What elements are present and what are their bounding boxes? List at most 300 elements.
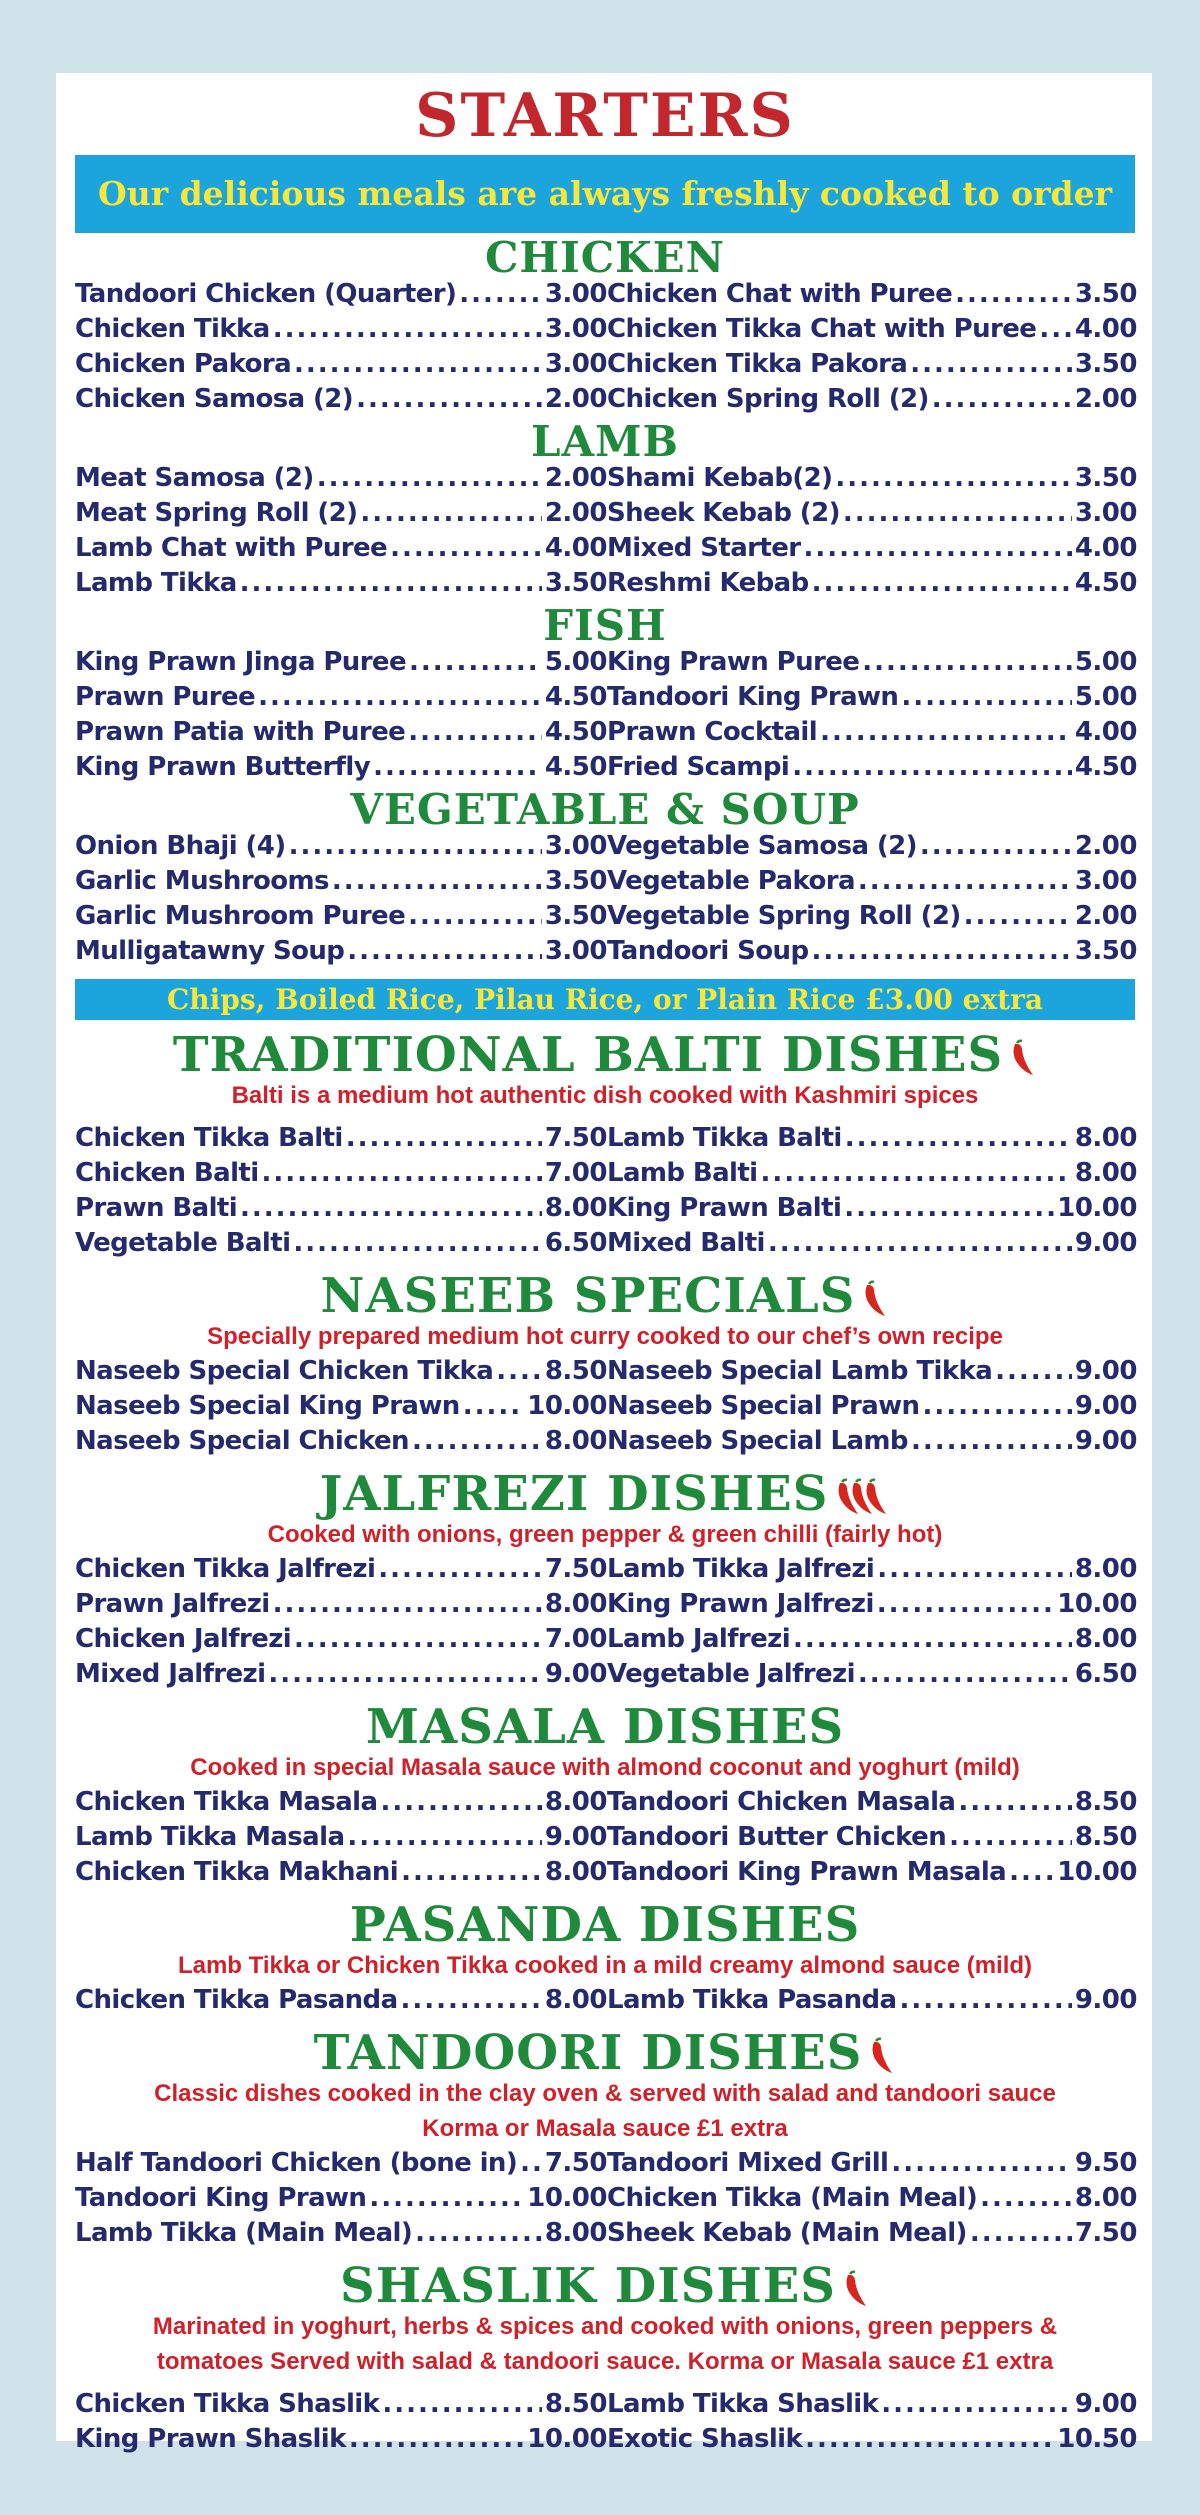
- section-title-text: MASALA DISHES: [365, 1699, 845, 1755]
- menu-item: [75, 496, 607, 531]
- dot-leader: [459, 277, 542, 312]
- menu-item: [607, 1121, 1137, 1156]
- item-price: 3.50: [544, 901, 607, 931]
- item-price: 4.50: [544, 752, 607, 782]
- item-price: 3.00: [544, 279, 607, 309]
- dot-leader: [995, 1354, 1072, 1389]
- item-price: 9.00: [544, 1659, 607, 1689]
- right-column: [607, 2146, 1137, 2251]
- dish-group: [75, 2257, 1135, 2457]
- dot-leader: [970, 2216, 1072, 2251]
- menu-item: [75, 899, 607, 934]
- item-price: 10.00: [1057, 1589, 1137, 1619]
- menu-item: [75, 680, 607, 715]
- menu-item: [607, 1785, 1137, 1820]
- left-column: [75, 277, 607, 417]
- item-grid: [75, 829, 1135, 969]
- item-price: 2.00: [1074, 901, 1137, 931]
- dot-leader: [356, 382, 542, 417]
- item-name: Mulligatawny Soup: [75, 936, 345, 966]
- dot-leader: [901, 680, 1071, 715]
- left-column: [75, 2387, 607, 2457]
- dot-leader: [412, 1424, 542, 1459]
- menu-item: [607, 1983, 1137, 2018]
- item-name: Lamb Tikka (Main Meal): [75, 2218, 413, 2248]
- item-price: 8.00: [544, 1985, 607, 2015]
- item-price: 2.00: [544, 498, 607, 528]
- dot-leader: [922, 1389, 1071, 1424]
- menu-item: [607, 2216, 1137, 2251]
- item-name: Lamb Tikka Pasanda: [607, 1985, 897, 2015]
- dot-leader: [268, 1657, 541, 1692]
- section-title-text: SHASLIK DISHES: [340, 2258, 836, 2314]
- right-column: [607, 1121, 1137, 1261]
- item-grid: [75, 2387, 1135, 2457]
- item-name: Naseeb Special Lamb Tikka: [607, 1356, 993, 1386]
- item-price: 4.00: [1074, 314, 1137, 344]
- item-name: King Prawn Jinga Puree: [75, 647, 406, 677]
- dot-leader: [1009, 1855, 1054, 1890]
- item-price: 8.00: [1074, 1158, 1137, 1188]
- section-subtitle: Korma or Masala sauce £1 extra: [422, 2115, 788, 2142]
- menu-item: [75, 1657, 607, 1692]
- menu-item: [607, 2146, 1137, 2181]
- dot-leader: [792, 750, 1072, 785]
- menu-item: [75, 277, 607, 312]
- dot-leader: [332, 864, 542, 899]
- menu-item: [607, 1226, 1137, 1261]
- item-grid: [75, 645, 1135, 785]
- menu-item: [607, 680, 1137, 715]
- item-name: Vegetable Spring Roll (2): [607, 901, 961, 931]
- dot-leader: [401, 1983, 542, 2018]
- dot-leader: [843, 496, 1072, 531]
- item-price: 9.00: [1074, 1391, 1137, 1421]
- dot-leader: [240, 566, 542, 601]
- item-name: Lamb Tikka Masala: [75, 1822, 345, 1852]
- dot-leader: [347, 1820, 541, 1855]
- dot-leader: [932, 382, 1072, 417]
- menu-item: [75, 347, 607, 382]
- menu-item: [607, 645, 1137, 680]
- item-price: 10.00: [527, 2424, 607, 2454]
- menu-item: [75, 2387, 607, 2422]
- item-name: Mixed Starter: [607, 533, 801, 563]
- item-price: 7.00: [544, 1158, 607, 1188]
- dot-leader: [949, 1820, 1072, 1855]
- left-column: [75, 2146, 607, 2251]
- menu-page: [56, 73, 1152, 2454]
- menu-item: [75, 1785, 607, 1820]
- item-price: 8.00: [544, 1426, 607, 1456]
- item-price: 7.00: [544, 1624, 607, 1654]
- section-subtitle: Lamb Tikka or Chicken Tikka cooked in a mild creamy almond sauce (mild): [177, 1952, 1033, 1979]
- dot-leader: [349, 2422, 524, 2457]
- item-price: 8.50: [1074, 1822, 1137, 1852]
- item-name: Prawn Jalfrezi: [75, 1589, 270, 1619]
- item-price: 8.00: [1074, 2183, 1137, 2213]
- section-title: [75, 2257, 1135, 2314]
- item-price: 9.00: [1074, 1426, 1137, 1456]
- dot-leader: [768, 1226, 1072, 1261]
- item-price: 2.00: [1074, 831, 1137, 861]
- item-name: Lamb Balti: [607, 1158, 758, 1188]
- menu-item: [607, 899, 1137, 934]
- dot-leader: [835, 461, 1071, 496]
- dot-leader: [289, 829, 542, 864]
- spacer: [75, 2379, 1135, 2387]
- chilli-icon: [868, 2037, 896, 2077]
- item-name: Onion Bhaji (4): [75, 831, 286, 861]
- item-name: Tandoori Chicken (Quarter): [75, 279, 457, 309]
- right-column: [607, 1983, 1137, 2018]
- item-grid: [75, 1354, 1135, 1459]
- item-grid: [75, 277, 1135, 417]
- item-name: Reshmi Kebab: [607, 568, 809, 598]
- item-name: Chicken Tikka Chat with Puree: [607, 314, 1037, 344]
- dot-leader: [380, 1785, 541, 1820]
- item-price: 3.00: [544, 349, 607, 379]
- dot-leader: [858, 1657, 1072, 1692]
- item-price: 10.00: [1057, 1857, 1137, 1887]
- item-name: Prawn Balti: [75, 1193, 238, 1223]
- left-column: [75, 1354, 607, 1459]
- item-name: Chicken Chat with Puree: [607, 279, 953, 309]
- dishes-section: [75, 1026, 1135, 2457]
- item-price: 8.50: [544, 2389, 607, 2419]
- item-name: Lamb Tikka: [75, 568, 237, 598]
- dot-leader: [858, 864, 1072, 899]
- section-title-text: JALFREZI DISHES: [319, 1466, 829, 1522]
- extras-banner: Chips, Boiled Rice, Pilau Rice, or Plain Rice £3.00 extra: [75, 979, 1135, 1020]
- item-name: Chicken Tikka Pakora: [607, 349, 908, 379]
- item-price: 10.00: [527, 2183, 607, 2213]
- dot-leader: [964, 899, 1072, 934]
- menu-item: [75, 2216, 607, 2251]
- dot-leader: [803, 531, 1071, 566]
- menu-item: [75, 750, 607, 785]
- item-name: Garlic Mushrooms: [75, 866, 329, 896]
- item-price: 4.50: [1074, 752, 1137, 782]
- item-price: 4.50: [544, 682, 607, 712]
- dot-leader: [877, 1587, 1054, 1622]
- dot-leader: [401, 1855, 542, 1890]
- item-name: Fried Scampi: [607, 752, 790, 782]
- item-price: 10.00: [1057, 1193, 1137, 1223]
- menu-item: [607, 1587, 1137, 1622]
- item-name: Chicken Tikka Balti: [75, 1123, 343, 1153]
- section-subtitle: Marinated in yoghurt, herbs & spices and cooked with onions, green peppers &: [152, 2313, 1058, 2340]
- dot-leader: [294, 1622, 542, 1657]
- dot-leader: [273, 312, 542, 347]
- item-price: 3.50: [1074, 349, 1137, 379]
- item-name: King Prawn Jalfrezi: [607, 1589, 874, 1619]
- section-title: [75, 1026, 1135, 1083]
- menu-item: [607, 566, 1137, 601]
- item-name: Sheek Kebab (Main Meal): [607, 2218, 967, 2248]
- item-price: 3.50: [544, 866, 607, 896]
- menu-item: [607, 1855, 1137, 1890]
- item-name: Lamb Tikka Jalfrezi: [607, 1554, 875, 1584]
- item-name: Tandoori King Prawn: [75, 2183, 367, 2213]
- dot-leader: [408, 715, 542, 750]
- item-name: Half Tandoori Chicken (bone in): [75, 2148, 518, 2178]
- dot-leader: [262, 1156, 542, 1191]
- dot-leader: [258, 680, 542, 715]
- item-price: 10.50: [1057, 2424, 1137, 2454]
- item-name: King Prawn Shaslik: [75, 2424, 346, 2454]
- fresh-banner: Our delicious meals are always freshly cooked to order: [75, 155, 1135, 233]
- item-name: Chicken Tikka Jalfrezi: [75, 1554, 376, 1584]
- item-name: Exotic Shaslik: [607, 2424, 803, 2454]
- dot-leader: [811, 934, 1071, 969]
- chilli-icon: [834, 1478, 890, 1518]
- item-price: 4.00: [544, 533, 607, 563]
- item-grid: [75, 1785, 1135, 1890]
- item-price: 4.50: [544, 717, 607, 747]
- section-title-text: FISH: [543, 601, 667, 650]
- menu-item: [607, 496, 1137, 531]
- menu-item: [607, 2181, 1137, 2216]
- menu-item: [75, 715, 607, 750]
- dot-leader: [360, 496, 541, 531]
- dot-leader: [463, 1389, 525, 1424]
- starters-section: [75, 233, 1135, 969]
- section-subtitle: tomatoes Served with salad & tandoori sauce. Korma or Masala sauce £1 extra: [156, 2348, 1054, 2375]
- dot-leader: [958, 1785, 1071, 1820]
- menu-item: [607, 1424, 1137, 1459]
- menu-item: [607, 1552, 1137, 1587]
- section-title: [75, 1896, 1135, 1953]
- dot-leader: [760, 1156, 1071, 1191]
- item-name: Chicken Tikka: [75, 314, 270, 344]
- item-name: Naseeb Special Chicken Tikka: [75, 1356, 494, 1386]
- right-column: [607, 645, 1137, 785]
- dot-leader: [955, 277, 1072, 312]
- chilli-icon: [1009, 1039, 1037, 1079]
- dot-leader: [1039, 312, 1072, 347]
- item-name: Vegetable Pakora: [607, 866, 855, 896]
- section-title-text: LAMB: [530, 417, 680, 466]
- menu-item: [607, 1657, 1137, 1692]
- item-price: 4.00: [1074, 533, 1137, 563]
- item-grid: [75, 461, 1135, 601]
- menu-item: [607, 531, 1137, 566]
- right-column: [607, 829, 1137, 969]
- item-name: Chicken Tikka Makhani: [75, 1857, 399, 1887]
- right-column: [607, 2387, 1137, 2457]
- dot-leader: [369, 2181, 524, 2216]
- item-name: Chicken Tikka Masala: [75, 1787, 378, 1817]
- item-price: 3.50: [1074, 463, 1137, 493]
- starter-group: [75, 417, 1135, 601]
- menu-item: [607, 2422, 1137, 2457]
- item-price: 6.50: [544, 1228, 607, 1258]
- item-price: 8.00: [1074, 1554, 1137, 1584]
- section-title: [75, 1267, 1135, 1324]
- item-name: Chicken Jalfrezi: [75, 1624, 292, 1654]
- right-column: [607, 1552, 1137, 1692]
- item-price: 2.00: [1074, 384, 1137, 414]
- item-price: 8.00: [544, 1787, 607, 1817]
- dot-leader: [920, 829, 1072, 864]
- dish-group: [75, 1267, 1135, 1459]
- dot-leader: [378, 1552, 542, 1587]
- menu-item: [607, 1820, 1137, 1855]
- dot-leader: [862, 645, 1072, 680]
- item-name: King Prawn Balti: [607, 1193, 842, 1223]
- dot-leader: [844, 1191, 1054, 1226]
- item-price: 3.00: [544, 831, 607, 861]
- item-price: 8.00: [544, 2218, 607, 2248]
- item-name: Lamb Tikka Balti: [607, 1123, 842, 1153]
- dot-leader: [293, 1226, 541, 1261]
- item-grid: [75, 1552, 1135, 1692]
- menu-item: [75, 1121, 607, 1156]
- spacer: [75, 1113, 1135, 1121]
- item-price: 7.50: [544, 1123, 607, 1153]
- dot-leader: [812, 566, 1072, 601]
- item-name: King Prawn Puree: [607, 647, 860, 677]
- section-subtitle: Cooked in special Masala sauce with almond coconut and yoghurt (mild): [190, 1754, 1020, 1781]
- menu-item: [607, 461, 1137, 496]
- section-title-text: VEGETABLE & SOUP: [350, 785, 860, 834]
- menu-item: [607, 382, 1137, 417]
- item-price: 9.00: [1074, 1228, 1137, 1258]
- menu-item: [607, 864, 1137, 899]
- dot-leader: [845, 1121, 1072, 1156]
- item-name: Garlic Mushroom Puree: [75, 901, 406, 931]
- menu-item: [75, 1552, 607, 1587]
- menu-item: [75, 1191, 607, 1226]
- dot-leader: [520, 2146, 542, 2181]
- item-price: 7.50: [544, 1554, 607, 1584]
- item-price: 2.00: [544, 463, 607, 493]
- item-price: 4.00: [1074, 717, 1137, 747]
- item-name: Tandoori Chicken Masala: [607, 1787, 956, 1817]
- dish-group: [75, 1698, 1135, 1890]
- dot-leader: [294, 347, 542, 382]
- dish-group: [75, 1026, 1135, 1261]
- section-title-text: PASANDA DISHES: [349, 1897, 861, 1953]
- item-grid: [75, 1983, 1135, 2018]
- section-title: [75, 417, 1135, 466]
- dot-leader: [496, 1354, 542, 1389]
- menu-item: [607, 2387, 1137, 2422]
- menu-item: [607, 1389, 1137, 1424]
- dish-group: [75, 1465, 1135, 1692]
- item-price: 3.50: [1074, 279, 1137, 309]
- chilli-icon: [842, 2270, 870, 2310]
- item-name: Chicken Tikka (Main Meal): [607, 2183, 978, 2213]
- item-price: 8.00: [544, 1193, 607, 1223]
- dot-leader: [382, 2387, 542, 2422]
- item-name: Mixed Balti: [607, 1228, 765, 1258]
- menu-item: [75, 531, 607, 566]
- item-name: Tandoori Butter Chicken: [607, 1822, 947, 1852]
- item-price: 3.00: [1074, 866, 1137, 896]
- menu-item: [607, 750, 1137, 785]
- item-name: Tandoori King Prawn: [607, 682, 899, 712]
- dot-leader: [273, 1587, 542, 1622]
- section-title-text: TRADITIONAL BALTI DISHES: [172, 1027, 1004, 1083]
- menu-item: [75, 1983, 607, 2018]
- section-title: [75, 233, 1135, 282]
- item-price: 6.50: [1074, 1659, 1137, 1689]
- item-price: 9.00: [1074, 2389, 1137, 2419]
- item-name: Chicken Tikka Shaslik: [75, 2389, 380, 2419]
- section-title: [75, 2024, 1135, 2081]
- menu-item: [75, 1820, 607, 1855]
- item-price: 5.00: [544, 647, 607, 677]
- menu-item: [75, 312, 607, 347]
- left-column: [75, 461, 607, 601]
- menu-item: [75, 1389, 607, 1424]
- dish-group: [75, 2024, 1135, 2251]
- menu-item: [607, 1622, 1137, 1657]
- menu-item: [607, 934, 1137, 969]
- menu-item: [75, 829, 607, 864]
- dot-leader: [240, 1191, 542, 1226]
- menu-item: [607, 1156, 1137, 1191]
- dot-leader: [317, 461, 542, 496]
- dot-leader: [347, 934, 542, 969]
- menu-item: [607, 715, 1137, 750]
- left-column: [75, 645, 607, 785]
- dish-group: [75, 1896, 1135, 2018]
- menu-item: [75, 864, 607, 899]
- starter-group: [75, 233, 1135, 417]
- menu-item: [75, 382, 607, 417]
- item-price: 3.50: [544, 568, 607, 598]
- menu-item: [75, 934, 607, 969]
- item-price: 8.50: [1074, 1787, 1137, 1817]
- item-price: 9.50: [1074, 2148, 1137, 2178]
- dot-leader: [390, 531, 542, 566]
- item-name: Chicken Tikka Pasanda: [75, 1985, 398, 2015]
- menu-item: [75, 2146, 607, 2181]
- menu-item: [75, 1855, 607, 1890]
- left-column: [75, 1983, 607, 2018]
- dot-leader: [805, 2422, 1054, 2457]
- section-title: [75, 1698, 1135, 1755]
- section-title: [75, 785, 1135, 834]
- dot-leader: [373, 750, 542, 785]
- right-column: [607, 1785, 1137, 1890]
- item-price: 7.50: [544, 2148, 607, 2178]
- dot-leader: [346, 1121, 542, 1156]
- item-name: Lamb Tikka Shaslik: [607, 2389, 879, 2419]
- left-column: [75, 1552, 607, 1692]
- menu-item: [75, 1226, 607, 1261]
- item-price: 8.50: [544, 1356, 607, 1386]
- menu-item: [75, 645, 607, 680]
- item-price: 9.00: [544, 1822, 607, 1852]
- item-name: Chicken Spring Roll (2): [607, 384, 929, 414]
- menu-item: [75, 461, 607, 496]
- section-subtitle: Classic dishes cooked in the clay oven & served with salad and tandoori sauce: [154, 2080, 1056, 2107]
- item-price: 2.00: [544, 384, 607, 414]
- item-name: Mixed Jalfrezi: [75, 1659, 266, 1689]
- section-subtitle: Balti is a medium hot authentic dish cooked with Kashmiri spices: [231, 1082, 979, 1109]
- item-name: Lamb Chat with Puree: [75, 533, 388, 563]
- menu-item: [75, 1424, 607, 1459]
- menu-item: [75, 1622, 607, 1657]
- item-name: Meat Samosa (2): [75, 463, 314, 493]
- dot-leader: [881, 2387, 1072, 2422]
- menu-item: [607, 1191, 1137, 1226]
- item-price: 3.00: [1074, 498, 1137, 528]
